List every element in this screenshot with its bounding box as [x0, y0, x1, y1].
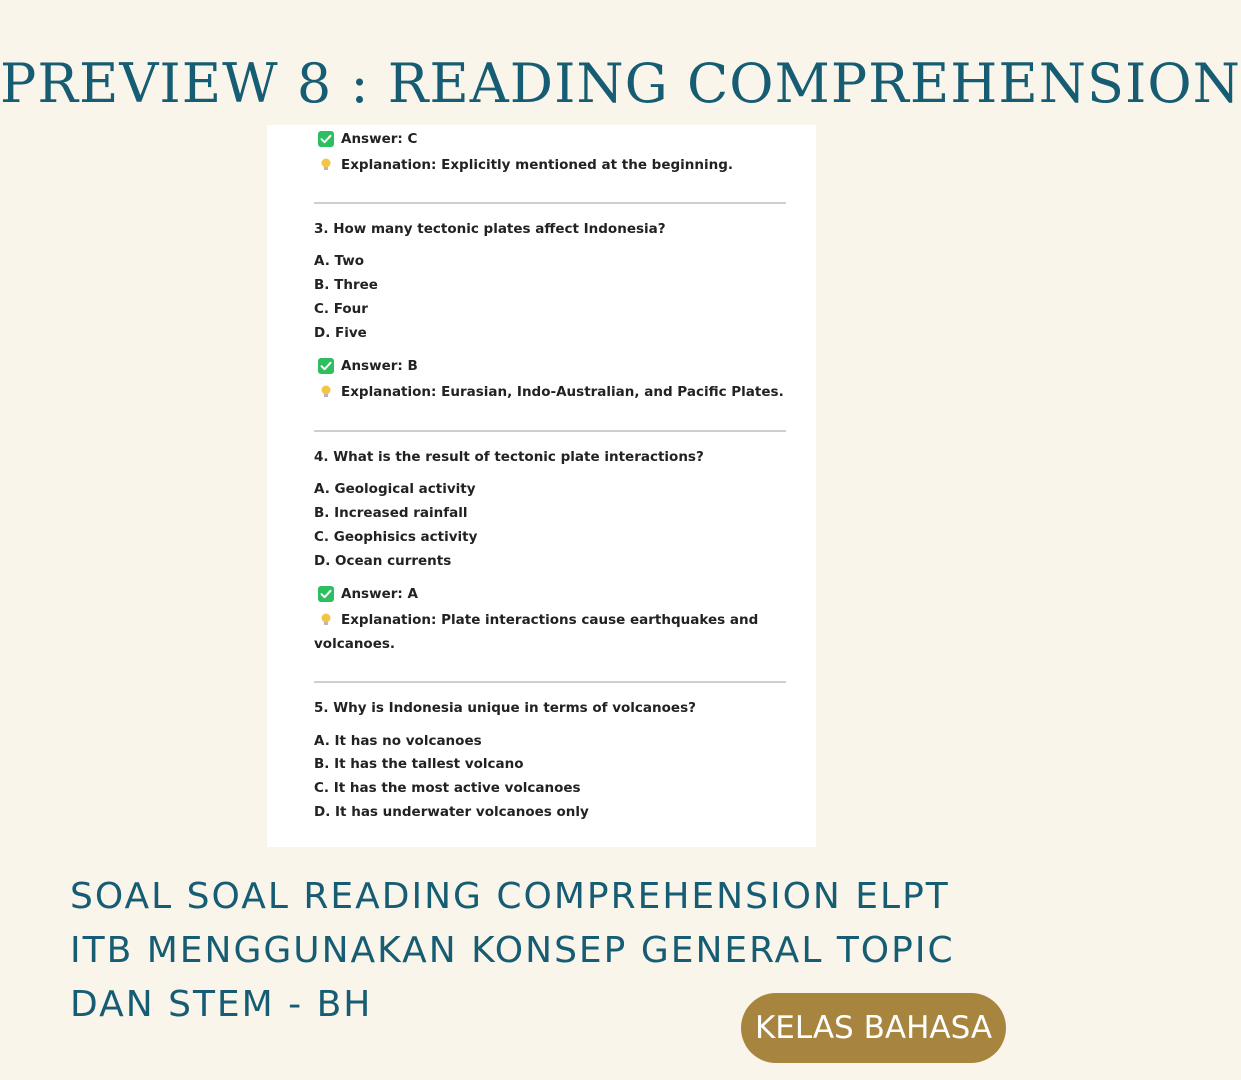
divider — [314, 202, 786, 204]
subtitle-line: SOAL SOAL READING COMPREHENSION ELPT — [70, 876, 950, 917]
light-bulb-icon — [318, 157, 334, 173]
answer-text: Answer: B — [341, 358, 418, 374]
option-c: C. Four — [314, 301, 368, 317]
option-c: C. It has the most active volcanoes — [314, 780, 581, 796]
option-c: C. Geophisics activity — [314, 529, 478, 545]
answer-text: Answer: A — [341, 586, 418, 602]
option-b: B. It has the tallest volcano — [314, 756, 524, 772]
check-mark-icon — [318, 358, 334, 374]
question-text: 3. How many tectonic plates affect Indonesia? — [314, 221, 666, 237]
check-mark-icon — [318, 131, 334, 147]
option-b: B. Three — [314, 277, 378, 293]
light-bulb-icon — [318, 612, 334, 628]
explanation-text: Explanation: Plate interactions cause earthquakes and — [341, 612, 759, 628]
question-text: 5. Why is Indonesia unique in terms of volcanoes? — [314, 700, 696, 716]
answer-text: Answer: C — [341, 131, 418, 147]
page-title: PREVIEW 8 : READING COMPREHENSION — [0, 52, 1241, 115]
option-d: D. It has underwater volcanoes only — [314, 804, 589, 820]
option-a: A. Geological activity — [314, 481, 476, 497]
explanation-text-continued: volcanoes. — [314, 636, 396, 652]
divider — [314, 430, 786, 432]
option-d: D. Five — [314, 325, 367, 341]
explanation-text: Explanation: Eurasian, Indo-Australian, and Pacific Plates. — [341, 384, 784, 400]
brand-badge: KELAS BAHASA — [741, 993, 1006, 1063]
check-mark-icon — [318, 586, 334, 602]
question-text: 4. What is the result of tectonic plate interactions? — [314, 449, 704, 465]
light-bulb-icon — [318, 384, 334, 400]
quiz-card — [267, 125, 816, 847]
option-a: A. It has no volcanoes — [314, 733, 482, 749]
option-d: D. Ocean currents — [314, 553, 452, 569]
subtitle-line: DAN STEM - BH — [70, 984, 373, 1025]
divider — [314, 681, 786, 683]
option-a: A. Two — [314, 253, 364, 269]
explanation-text: Explanation: Explicitly mentioned at the beginning. — [341, 157, 734, 173]
option-b: B. Increased rainfall — [314, 505, 468, 521]
subtitle-line: ITB MENGGUNAKAN KONSEP GENERAL TOPIC — [70, 930, 955, 971]
